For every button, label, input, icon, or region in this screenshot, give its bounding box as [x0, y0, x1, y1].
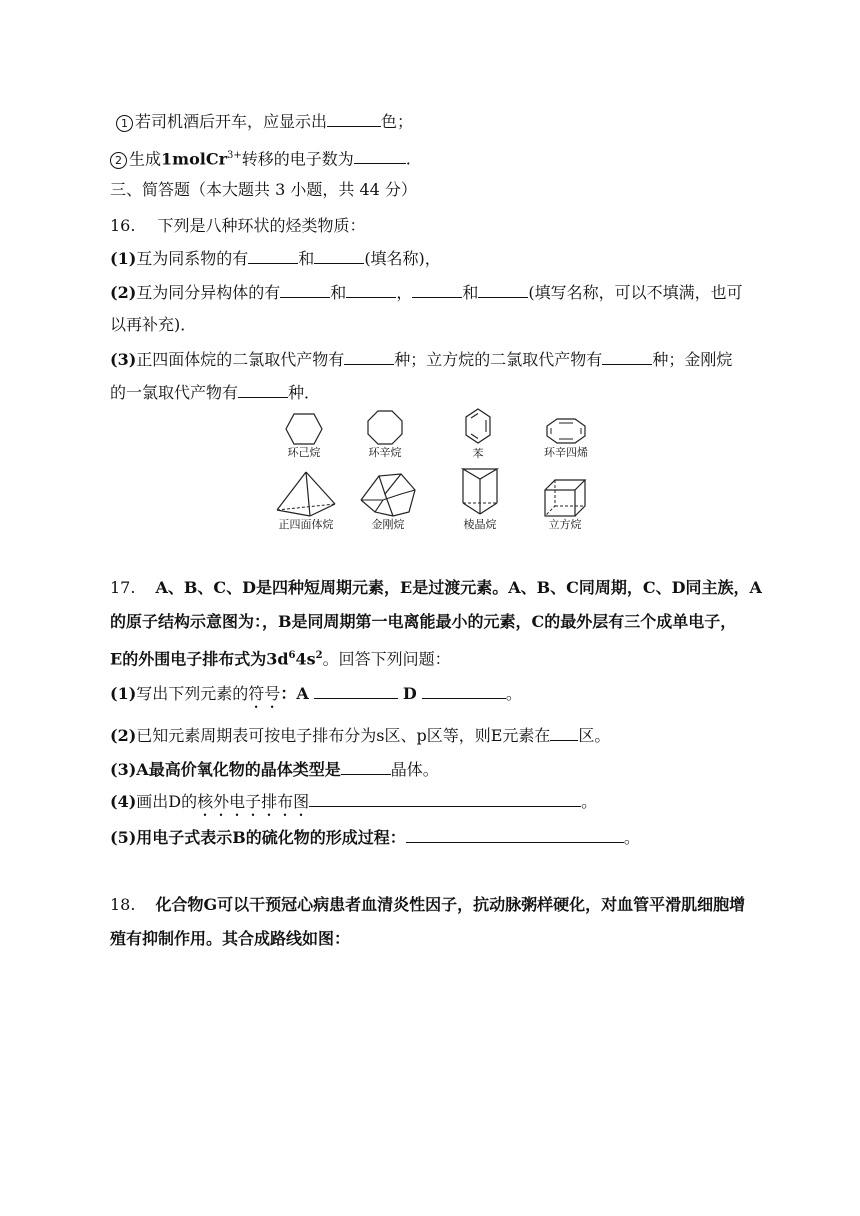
q15-item1	[116, 110, 413, 133]
figure-caption: 棱晶烷	[463, 518, 497, 531]
q18-number: 18.	[110, 895, 136, 914]
q16-stem	[110, 215, 365, 237]
q17-line1-text: A、B、C、D是四种短周期元素，E是过渡元素。A、B、C同周期，C、D同主族，A	[155, 578, 762, 597]
q17-part1-text-b: ：A	[280, 684, 309, 703]
answer-blank[interactable]	[354, 147, 406, 164]
circled-number-1: 1	[116, 115, 133, 132]
circled-number-2: 2	[110, 152, 127, 169]
q15-item2-formula: 1molCr	[161, 149, 227, 169]
q17-part1-dotted: 符号	[248, 684, 281, 703]
adamantane-icon	[357, 470, 419, 518]
q17-part1	[110, 682, 522, 712]
q17-part1-text-a: 写出下列元素的	[136, 684, 249, 703]
answer-blank[interactable]	[406, 826, 624, 843]
prismane-icon	[460, 466, 500, 518]
q17-part5-label: (5)	[110, 828, 137, 847]
hexagon-icon	[284, 412, 324, 446]
figure-caption: 正四面体烷	[278, 518, 334, 531]
q15-item1-end: 色；	[381, 112, 414, 131]
answer-blank[interactable]	[602, 348, 652, 365]
q16-part3-text-d: 的一氯取代产物有	[110, 383, 239, 402]
answer-blank[interactable]	[309, 790, 581, 807]
answer-blank[interactable]	[314, 247, 364, 264]
q15-item2-post: 转移的电子数为	[241, 149, 354, 169]
q16-part2-text-c: ，	[396, 283, 413, 302]
q17-line2: 的原子结构示意图为：，B是同周期第一电离能最小的元素，C的最外层有三个成单电子，	[110, 612, 737, 631]
q17-line1	[110, 577, 762, 599]
q18-line1	[110, 894, 745, 916]
q17-line3	[110, 645, 451, 670]
q17-line3-mid: 4s	[295, 649, 316, 669]
benzene-icon	[463, 407, 493, 447]
q17-line3-pre: E的外围电子排布式为3d	[110, 649, 289, 669]
q17-part2	[110, 724, 610, 747]
q16-part1-text-a: 互为同系物的有	[136, 249, 249, 268]
q16-part1	[110, 247, 441, 270]
q17-line3-post: 。回答下列问题：	[322, 649, 451, 669]
figure-caption: 立方烷	[548, 518, 582, 531]
q16-part2-cont: 以再补充)．	[110, 315, 197, 334]
answer-blank[interactable]	[248, 247, 298, 264]
answer-blank[interactable]	[327, 110, 381, 127]
q17-line3-sup1: 6	[288, 650, 296, 661]
q17-part3	[110, 758, 439, 781]
octagon-icon	[365, 409, 405, 446]
q17-part4-text-a: 画出D的	[136, 792, 198, 811]
q17-part2-label: (2)	[110, 726, 137, 745]
tetrahedrane-icon	[273, 470, 339, 518]
q18-line1-text: 化合物G可以干预冠心病患者血清炎性因子，抗动脉粥样硬化，对血管平滑肌细胞增	[155, 895, 746, 914]
figure-caption: 环辛烷	[368, 446, 402, 459]
q17-part4-label: (4)	[110, 792, 137, 811]
q16-part2-text-a: 互为同分异构体的有	[136, 283, 281, 302]
cubane-icon	[543, 478, 587, 518]
answer-blank[interactable]	[346, 281, 396, 298]
figure-caption: 环己烷	[287, 446, 321, 459]
figure-adamantane	[352, 470, 424, 532]
q17-part1-text-c: D	[402, 684, 417, 703]
q17-part3-end: 晶体。	[390, 760, 439, 779]
q15-item2-pre: 生成	[129, 149, 162, 169]
q16-part3-text-e: 种．	[288, 383, 321, 402]
q17-part5	[110, 826, 640, 849]
q17-part4-dotted: 核外电子排布图	[197, 792, 310, 811]
q16-part3-text-c: 种；金刚烷	[652, 350, 733, 369]
figure-cyclohexane	[272, 412, 336, 460]
figure-cyclooctatetraene	[530, 416, 602, 460]
section-3-title: 三、简答题（本大题共 3 小题，共 44 分）	[110, 180, 417, 199]
q17-part1-label: (1)	[110, 684, 137, 703]
figure-cyclooctane	[353, 409, 417, 460]
figure-cubane	[532, 478, 598, 532]
q15-item1-text: 若司机酒后开车，应显示出	[135, 112, 328, 131]
q17-part2-text: 已知元素周期表可按电子排布分为s区、p区等，则E元素在	[136, 726, 551, 745]
q16-part3-text-a: 正四面体烷的二氯取代产物有	[136, 350, 345, 369]
q16-part2-text-e: (填写名称，可以不填满，也可	[528, 283, 743, 302]
answer-blank[interactable]	[550, 724, 578, 741]
answer-blank[interactable]	[280, 281, 330, 298]
answer-blank[interactable]	[422, 682, 506, 699]
q16-part3-cont	[110, 381, 320, 404]
q16-stem-text: 下列是八种环状的烃类物质：	[157, 216, 366, 235]
q16-number: 16.	[110, 216, 136, 235]
figure-caption: 环辛四烯	[544, 446, 588, 459]
q16-part1-label: (1)	[110, 249, 137, 268]
q17-part5-end: 。	[623, 828, 640, 847]
q16-part2-text-d: 和	[462, 283, 479, 302]
q17-part3-label: (3)	[110, 760, 137, 779]
answer-blank[interactable]	[478, 281, 528, 298]
q17-part2-end: 区。	[578, 726, 611, 745]
q16-part2	[110, 281, 743, 304]
q17-part4	[110, 790, 597, 820]
q16-part2-label: (2)	[110, 283, 137, 302]
answer-blank[interactable]	[344, 348, 394, 365]
q16-part1-text-b: 和	[298, 249, 315, 268]
figure-benzene	[446, 407, 510, 461]
q17-part4-end: 。	[581, 792, 598, 811]
q15-item2-end: .	[405, 149, 411, 169]
answer-blank[interactable]	[341, 758, 391, 775]
q15-item2-charge: 3+	[227, 150, 242, 161]
q17-part5-text: 用电子式表示B的硫化物的形成过程：	[136, 828, 406, 847]
q17-line3-sup2: 2	[315, 650, 323, 661]
cyclooctatetraene-icon	[543, 416, 589, 446]
q16-part2-text-b: 和	[330, 283, 347, 302]
q17-part1-end: 。	[505, 684, 522, 703]
answer-blank[interactable]	[238, 381, 288, 398]
q16-part1-text-c: (填名称)，	[364, 249, 441, 268]
q16-part3-text-b: 种；立方烷的二氯取代产物有	[394, 350, 603, 369]
q15-item2	[110, 145, 411, 170]
q17-number: 17.	[110, 578, 136, 597]
answer-blank[interactable]	[412, 281, 462, 298]
figure-caption: 金刚烷	[371, 518, 405, 531]
q16-part3-label: (3)	[110, 350, 137, 369]
figure-prismane	[446, 466, 514, 532]
q18-line2: 殖有抑制作用。其合成路线如图：	[110, 929, 351, 948]
figure-caption: 苯	[472, 447, 484, 460]
answer-blank[interactable]	[314, 682, 398, 699]
q17-part3-text: A最高价氧化物的晶体类型是	[136, 760, 341, 779]
q16-part3	[110, 348, 732, 371]
figure-tetrahedrane	[270, 470, 342, 532]
